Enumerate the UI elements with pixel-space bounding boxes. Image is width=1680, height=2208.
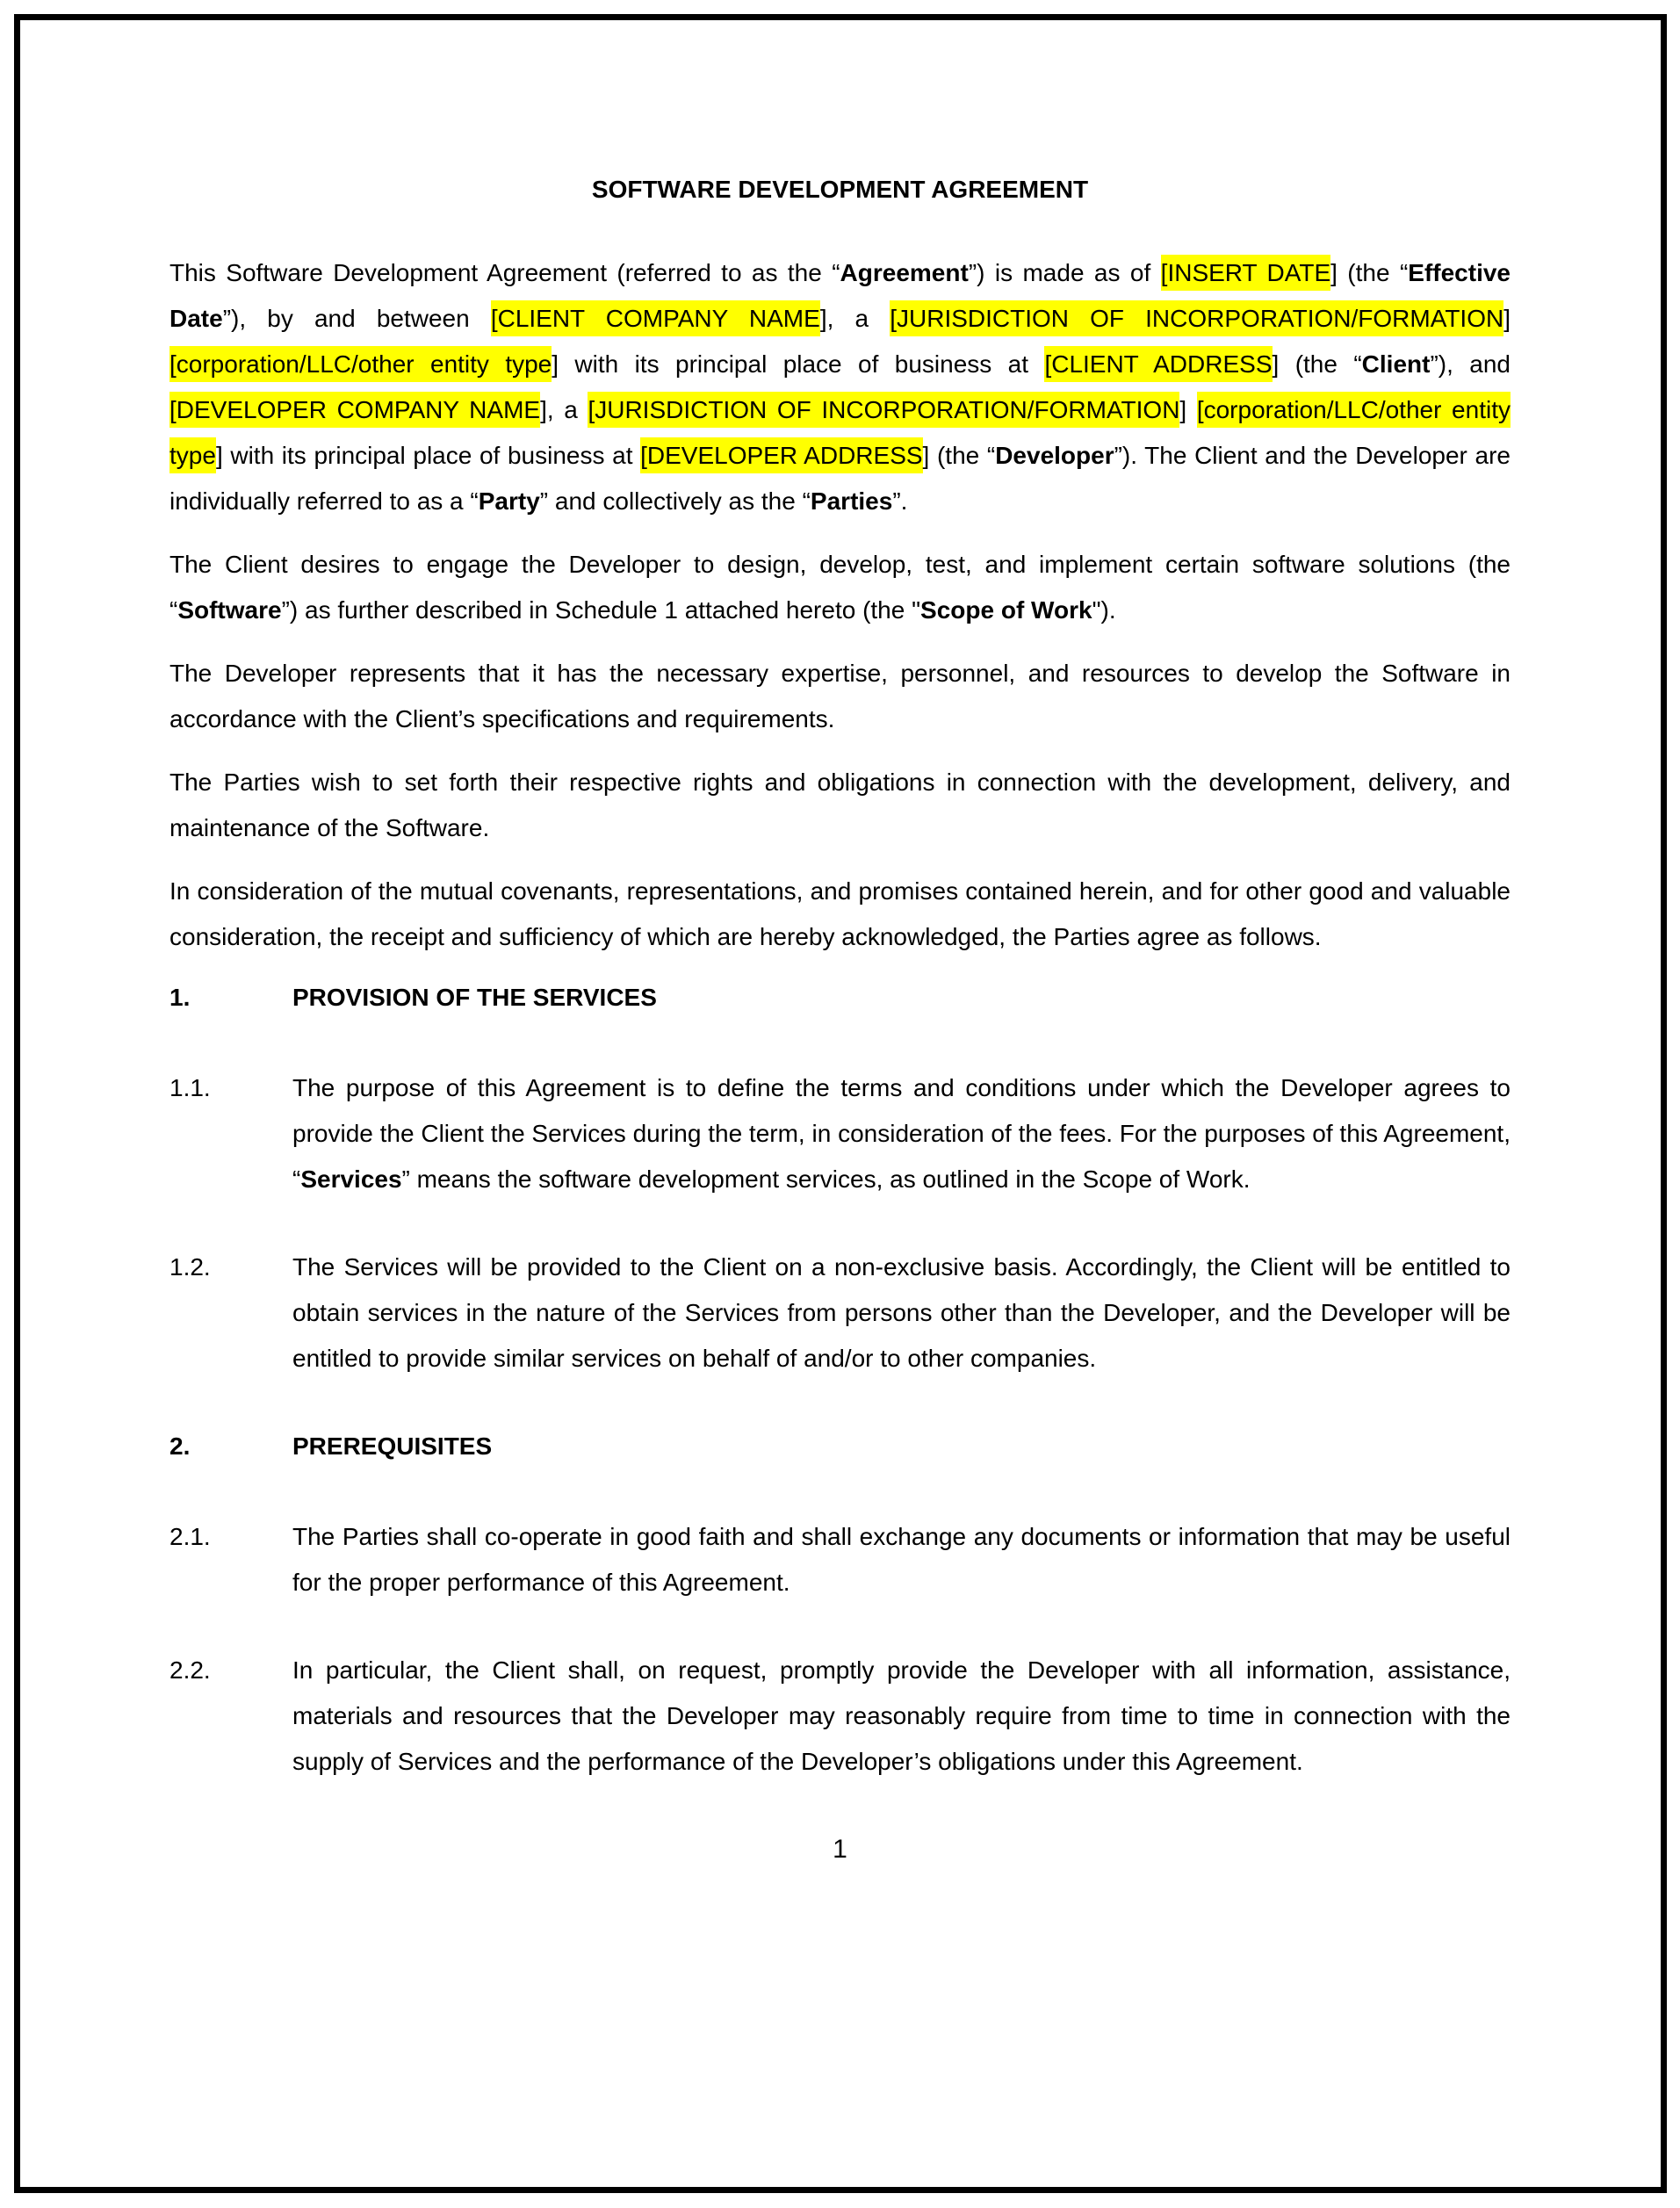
defined-term: Parties xyxy=(810,487,893,515)
text-run: ] with its principal place of business at xyxy=(215,442,641,469)
placeholder-highlight: [JURISDICTION OF INCORPORATION/FORMATION xyxy=(890,300,1503,336)
text-run: ] xyxy=(1179,396,1197,423)
text-run: The Services will be provided to the Client on a non-exclusive basis. Accordingly, the Client will be entitled to obtain services in the nature of the Services from persons other than the Developer, and the Developer will be entitled to provide similar services on behalf of and/or to other companies. xyxy=(292,1253,1511,1372)
text-run: ”) as further described in Schedule 1 attached hereto (the " xyxy=(281,596,921,624)
preamble xyxy=(169,250,1511,960)
text-run: ” means the software development services, as outlined in the Scope of Work. xyxy=(401,1165,1251,1193)
text-run: In particular, the Client shall, on request, promptly provide the Developer with all information, assistance, materials and resources that the Developer may reasonably require from time to time in connection with the supply of Services and the performance of the Developer’s obligations under this Agreement. xyxy=(292,1656,1511,1775)
text-run: ], a xyxy=(819,305,890,332)
intro-paragraph xyxy=(169,542,1511,633)
clause-number: 2.1. xyxy=(169,1523,211,1550)
placeholder-highlight: [INSERT DATE xyxy=(1161,255,1330,291)
text-run: In consideration of the mutual covenants, representations, and promises contained herein, and for other good and valuable consideration, the receipt and sufficiency of which are hereby acknowledged, the Parties agree as follows. xyxy=(169,877,1511,950)
intro-paragraph xyxy=(169,869,1511,960)
text-run: ] (the “ xyxy=(1272,350,1362,378)
intro-paragraph xyxy=(169,760,1511,851)
page-number: 1 xyxy=(833,1835,847,1864)
text-run: The Client desires to engage the Developer to design, develop, test, and implement certain software solutions (the “ xyxy=(169,551,1511,624)
placeholder-highlight: [corporation/LLC/other entity type xyxy=(169,346,552,382)
section-heading xyxy=(169,1424,1511,1469)
text-run: The Parties wish to set forth their respective rights and obligations in connection with the development, delivery, and maintenance of the Software. xyxy=(169,768,1511,841)
defined-term: Effective Date xyxy=(169,259,1511,332)
defined-term: Software xyxy=(177,596,282,624)
section-heading xyxy=(169,975,1511,1021)
text-run: ”) is made as of xyxy=(968,259,1161,286)
defined-term: Agreement xyxy=(840,259,969,286)
placeholder-highlight: [CLIENT ADDRESS xyxy=(1044,346,1272,382)
defined-term: Developer xyxy=(995,442,1114,469)
clause-text xyxy=(292,1245,1511,1382)
text-run: ”), by and between xyxy=(222,305,491,332)
defined-term: Services xyxy=(300,1165,402,1193)
text-run: ] (the “ xyxy=(922,442,996,469)
clause-text xyxy=(292,1648,1511,1785)
text-run: ] with its principal place of business at xyxy=(552,350,1045,378)
text-run: This Software Development Agreement (referred to as the “ xyxy=(169,259,840,286)
placeholder-highlight: [JURISDICTION OF INCORPORATION/FORMATION xyxy=(588,392,1179,428)
clause-number: 2. xyxy=(169,1432,191,1460)
document-content xyxy=(169,0,1511,1872)
text-run: ], a xyxy=(540,396,588,423)
section-heading-text: PROVISION OF THE SERVICES xyxy=(292,984,657,1011)
clause xyxy=(169,1514,1511,1605)
defined-term: Party xyxy=(478,487,540,515)
clause-number: 1.1. xyxy=(169,1074,211,1101)
text-run: ] xyxy=(1503,305,1511,332)
clause xyxy=(169,1245,1511,1382)
placeholder-highlight: [CLIENT COMPANY NAME xyxy=(491,300,820,336)
clause-number: 1. xyxy=(169,984,191,1011)
text-run: "). xyxy=(1092,596,1116,624)
intro-paragraph xyxy=(169,651,1511,742)
intro-paragraph xyxy=(169,250,1511,524)
text-run: The Developer represents that it has the necessary expertise, personnel, and resources to develop the Software in accordance with the Client’s specifications and requirements. xyxy=(169,660,1511,732)
clause-number: 1.2. xyxy=(169,1253,211,1281)
placeholder-highlight: [DEVELOPER COMPANY NAME xyxy=(169,392,540,428)
text-run: ] (the “ xyxy=(1330,259,1409,286)
placeholder-highlight: [corporation/LLC/other entity type xyxy=(169,392,1511,473)
clause-number: 2.2. xyxy=(169,1656,211,1684)
clause xyxy=(169,1648,1511,1785)
text-run: ”), and xyxy=(1430,350,1511,378)
clause xyxy=(169,1065,1511,1202)
text-run: ” and collectively as the “ xyxy=(539,487,811,515)
defined-term: Scope of Work xyxy=(920,596,1092,624)
clause-text xyxy=(292,1065,1511,1202)
text-run: The purpose of this Agreement is to define the terms and conditions under which the Developer agrees to provide the Client the Services during the term, in consideration of the fees. For the purposes of this Agreement, “ xyxy=(292,1074,1511,1193)
document-title: SOFTWARE DEVELOPMENT AGREEMENT xyxy=(591,176,1089,203)
clause-text xyxy=(292,1514,1511,1605)
placeholder-highlight: [DEVELOPER ADDRESS xyxy=(640,437,922,473)
defined-term: Client xyxy=(1361,350,1431,378)
text-run: ”). The Client and the Developer are individually referred to as a “ xyxy=(169,442,1511,515)
text-run: The Parties shall co-operate in good faith and shall exchange any documents or information that may be useful for the proper performance of this Agreement. xyxy=(292,1523,1511,1596)
section-heading-text: PREREQUISITES xyxy=(292,1432,493,1460)
text-run: ”. xyxy=(892,487,908,515)
numbered-clauses xyxy=(169,975,1511,1785)
